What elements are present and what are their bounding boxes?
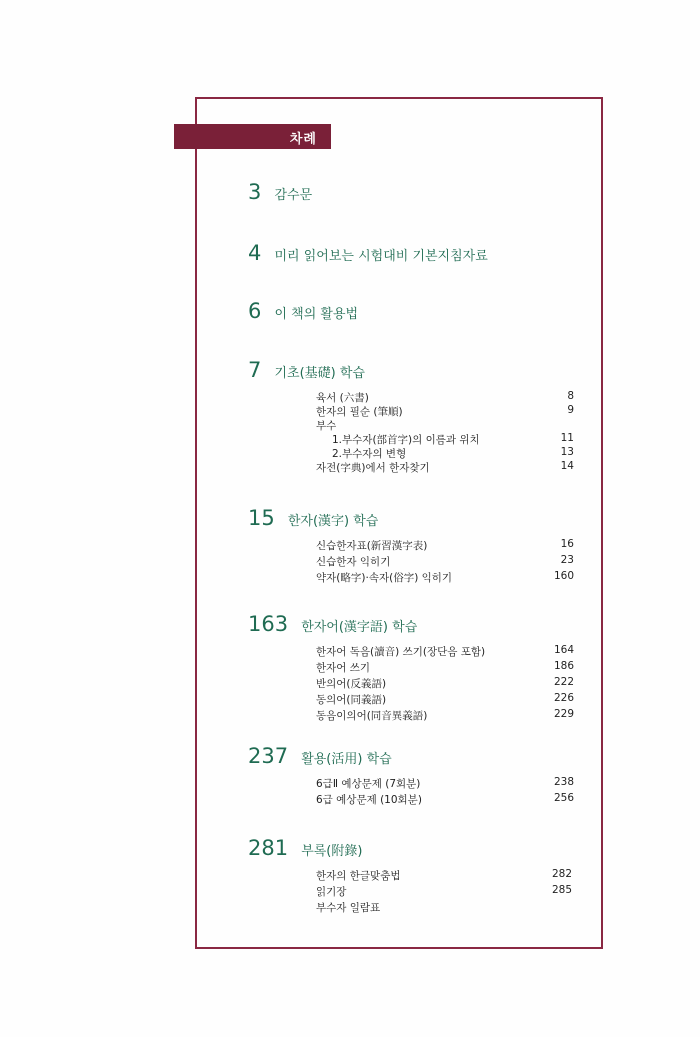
toc-entry xyxy=(316,776,574,792)
section-page-number: 281 xyxy=(248,836,289,860)
entry-page: 160 xyxy=(553,570,574,582)
section-title: 감수문 xyxy=(274,188,313,203)
toc-section xyxy=(248,241,488,271)
toc-entry xyxy=(316,660,574,676)
section-page-number: 3 xyxy=(248,180,262,204)
toc-entry xyxy=(316,460,574,474)
entry-label: 부수 xyxy=(316,420,337,432)
toc-section xyxy=(248,358,574,474)
toc-entry xyxy=(316,554,574,570)
toc-title: 차례 xyxy=(289,132,317,147)
entry-page: 14 xyxy=(560,460,574,472)
toc-entry xyxy=(316,708,574,724)
section-title: 이 책의 활용법 xyxy=(274,307,359,322)
entry-page: 186 xyxy=(553,660,574,672)
toc-entry xyxy=(316,404,574,418)
toc-entry xyxy=(316,418,558,432)
section-title: 미리 읽어보는 시험대비 기본지침자료 xyxy=(274,249,488,264)
toc-title-band xyxy=(174,124,331,149)
entry-label: 자전(字典)에서 한자찾기 xyxy=(316,462,430,474)
section-title: 활용(活用) 학습 xyxy=(301,752,392,767)
section-page-number: 15 xyxy=(248,506,275,530)
entry-label: 2.부수자의 변형 xyxy=(332,448,407,460)
section-page-number: 163 xyxy=(248,612,289,636)
entry-page: 23 xyxy=(560,554,574,566)
toc-entry xyxy=(316,390,574,404)
entry-label: 한자어 쓰기 xyxy=(316,662,371,674)
toc-entry xyxy=(316,432,574,446)
toc-entry xyxy=(316,792,574,808)
section-title: 기초(基礎) 학습 xyxy=(274,366,365,381)
entry-page: 164 xyxy=(553,644,574,656)
toc-entry xyxy=(316,644,574,660)
toc-entry xyxy=(316,538,574,554)
entry-label: 한자의 필순 (筆順) xyxy=(316,406,403,418)
section-page-number: 7 xyxy=(248,358,262,382)
entry-label: 약자(略字)·속자(俗字) 익히기 xyxy=(316,572,453,584)
entry-page: 238 xyxy=(553,776,574,788)
entry-label: 읽기장 xyxy=(316,886,347,898)
entry-label: 한자어 독음(讀音) 쓰기(장단음 포함) xyxy=(316,646,486,658)
entry-page: 13 xyxy=(560,446,574,458)
entry-label: 동음이의어(同音異義語) xyxy=(316,710,428,722)
toc-entry xyxy=(316,900,558,916)
toc-entry xyxy=(316,676,574,692)
entry-label: 6급Ⅱ 예상문제 (7회분) xyxy=(316,778,421,790)
toc-entry xyxy=(316,884,572,900)
entry-page: 226 xyxy=(553,692,574,704)
toc-entry xyxy=(316,570,574,586)
toc-entry xyxy=(316,868,572,884)
entry-label: 6급 예상문제 (10회분) xyxy=(316,794,422,806)
section-title: 한자(漢字) 학습 xyxy=(287,514,379,529)
entry-label: 한자의 한글맞춤법 xyxy=(316,870,401,882)
toc-section xyxy=(248,180,312,210)
entry-page: 256 xyxy=(553,792,574,804)
entry-label: 반의어(反義語) xyxy=(316,678,387,690)
entry-page: 282 xyxy=(551,868,572,880)
entry-page: 11 xyxy=(560,432,574,444)
entry-page: 285 xyxy=(551,884,572,896)
entry-page: 229 xyxy=(553,708,574,720)
toc-section xyxy=(248,612,574,724)
entry-label: 1.부수자(部首字)의 이름과 위치 xyxy=(332,434,480,446)
section-page-number: 237 xyxy=(248,744,289,768)
entry-label: 육서 (六書) xyxy=(316,392,369,404)
entry-page: 16 xyxy=(560,538,574,550)
toc-section xyxy=(248,506,574,586)
section-page-number: 4 xyxy=(248,241,262,265)
entry-page: 9 xyxy=(567,404,574,416)
entry-page: 222 xyxy=(553,676,574,688)
toc-section xyxy=(248,299,358,329)
entry-label: 신습한자 익히기 xyxy=(316,556,391,568)
entry-page: 8 xyxy=(567,390,574,402)
toc-section xyxy=(248,836,572,916)
toc-entry xyxy=(316,446,574,460)
entry-label: 동의어(同義語) xyxy=(316,694,387,706)
entry-label: 신습한자표(新習漢字表) xyxy=(316,540,428,552)
section-page-number: 6 xyxy=(248,299,262,323)
section-title: 부록(附錄) xyxy=(301,844,363,859)
toc-entry xyxy=(316,692,574,708)
entry-label: 부수자 일람표 xyxy=(316,902,381,914)
toc-section xyxy=(248,744,574,808)
section-title: 한자어(漢字語) 학습 xyxy=(301,620,418,635)
